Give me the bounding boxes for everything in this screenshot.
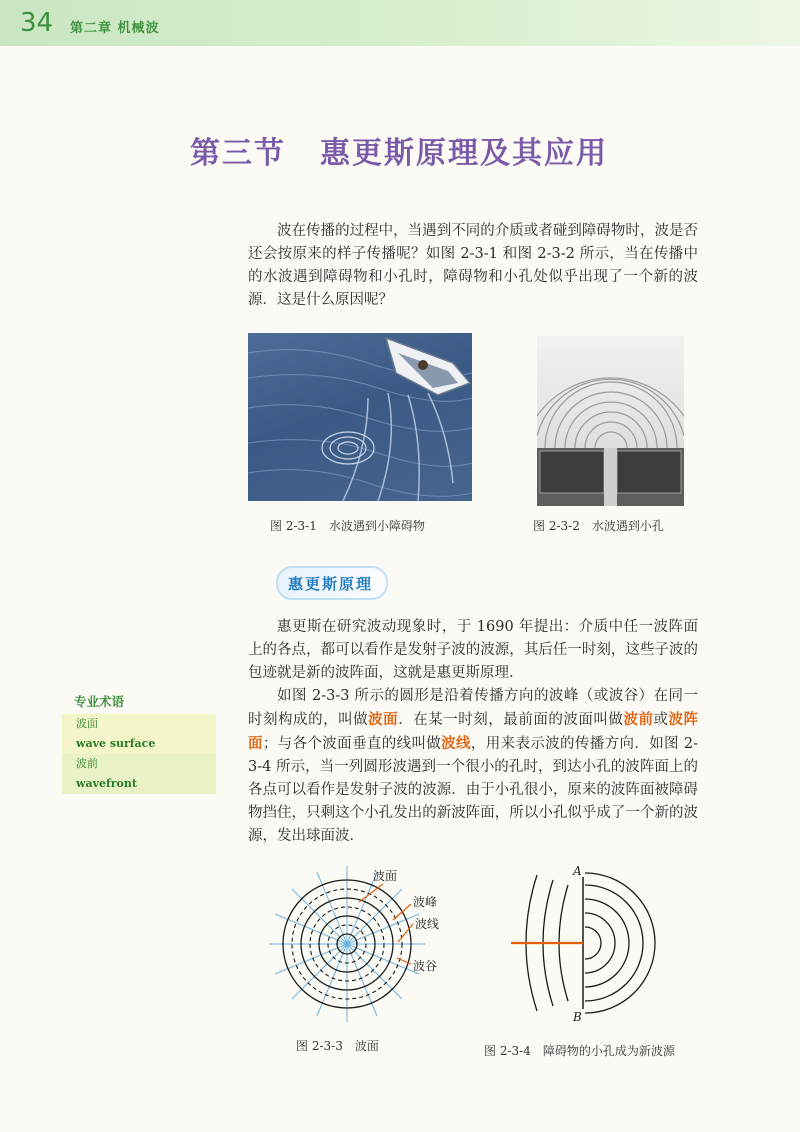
section-number: 第三节: [190, 136, 286, 171]
subsection-heading: [276, 566, 388, 600]
label-crest: 波峰: [413, 895, 438, 909]
huygens-paragraph: 惠更斯在研究波动现象时，于 1690 年提出：介质中任一波阵面上的各点，都可以看作是发射子波的波源，其后任一时刻，这些子波的包迹就是新的波阵面，这就是惠更斯原理．: [248, 619, 698, 681]
label-a: A: [573, 865, 582, 878]
intro-paragraph: 波在传播的过程中，当遇到不同的介质或者碰到障碍物时，波是否还会按原来的样子传播呢？如图 2-3-1 和图 2-3-2 所示，当在传播中的水波遇到障碍物和小孔时，障碍物和小孔处似乎出现了一个新的波源．这是什么原因呢？: [248, 223, 698, 308]
glossary-term-en: wavefront: [76, 777, 137, 790]
glossary-title: 专业术语: [74, 694, 125, 709]
glossary-term-zh: 波面: [76, 717, 98, 730]
fig-wave-surface: [265, 862, 465, 1022]
glossary-term-zh: 波前: [76, 757, 98, 770]
definition-paragraph: [248, 685, 698, 848]
para2-text-2: ．在某一时刻，最前面的波面叫做: [398, 712, 624, 728]
label-ray: 波线: [415, 917, 440, 931]
para2-text-3: 或: [653, 712, 669, 728]
photo-slit-waves: [537, 336, 684, 506]
fig4-caption: 图 2-3-4 障碍物的小孔成为新波源: [484, 1044, 675, 1058]
term-ray: 波线: [441, 735, 471, 752]
term-wave-surface: 波面: [368, 711, 399, 728]
page-header: [0, 0, 800, 46]
fig-slit-source: [505, 865, 665, 1025]
label-b: B: [573, 1010, 582, 1024]
glossary-sidebar: [62, 690, 216, 802]
page-number: 34: [20, 8, 54, 38]
section-title: [190, 128, 608, 172]
term-wavefront: 波前: [623, 711, 654, 728]
fig1-caption: 图 2-3-1 水波遇到小障碍物: [270, 519, 425, 533]
para2-text-4: ；与各个波面垂直的线叫做: [262, 736, 442, 752]
para2-text-1: 如图 2-3-3 所示的圆形是沿着传播方向的波峰（或波谷）在同一时刻构成的，叫做: [248, 688, 698, 728]
fig2-caption: 图 2-3-2 水波遇到小孔: [533, 519, 664, 533]
subsection-title: 惠更斯原理: [288, 575, 374, 593]
term-wave-front-surface: 波阵面: [248, 711, 699, 752]
chapter-title: 第二章 机械波: [70, 21, 160, 36]
fig3-caption: 图 2-3-3 波面: [296, 1039, 379, 1053]
photo-boat-waves: [248, 333, 472, 501]
label-trough: 波谷: [413, 959, 438, 973]
section-heading: 惠更斯原理及其应用: [320, 136, 608, 171]
label-wave-surface: 波面: [373, 869, 398, 883]
glossary-term-en: wave surface: [76, 737, 156, 750]
para2-text-5: ，用来表示波的传播方向．如图 2-3-4 所示，当一列圆形波遇到一个很小的孔时，到达小孔的波阵面上的各点可以看作是发射子波的波源．由于小孔很小，原来的波阵面被障碍物挡住，只剩这个小孔发出的新波阵面，所以小孔似乎成了一个新的波源，发出球面波．: [248, 736, 699, 844]
